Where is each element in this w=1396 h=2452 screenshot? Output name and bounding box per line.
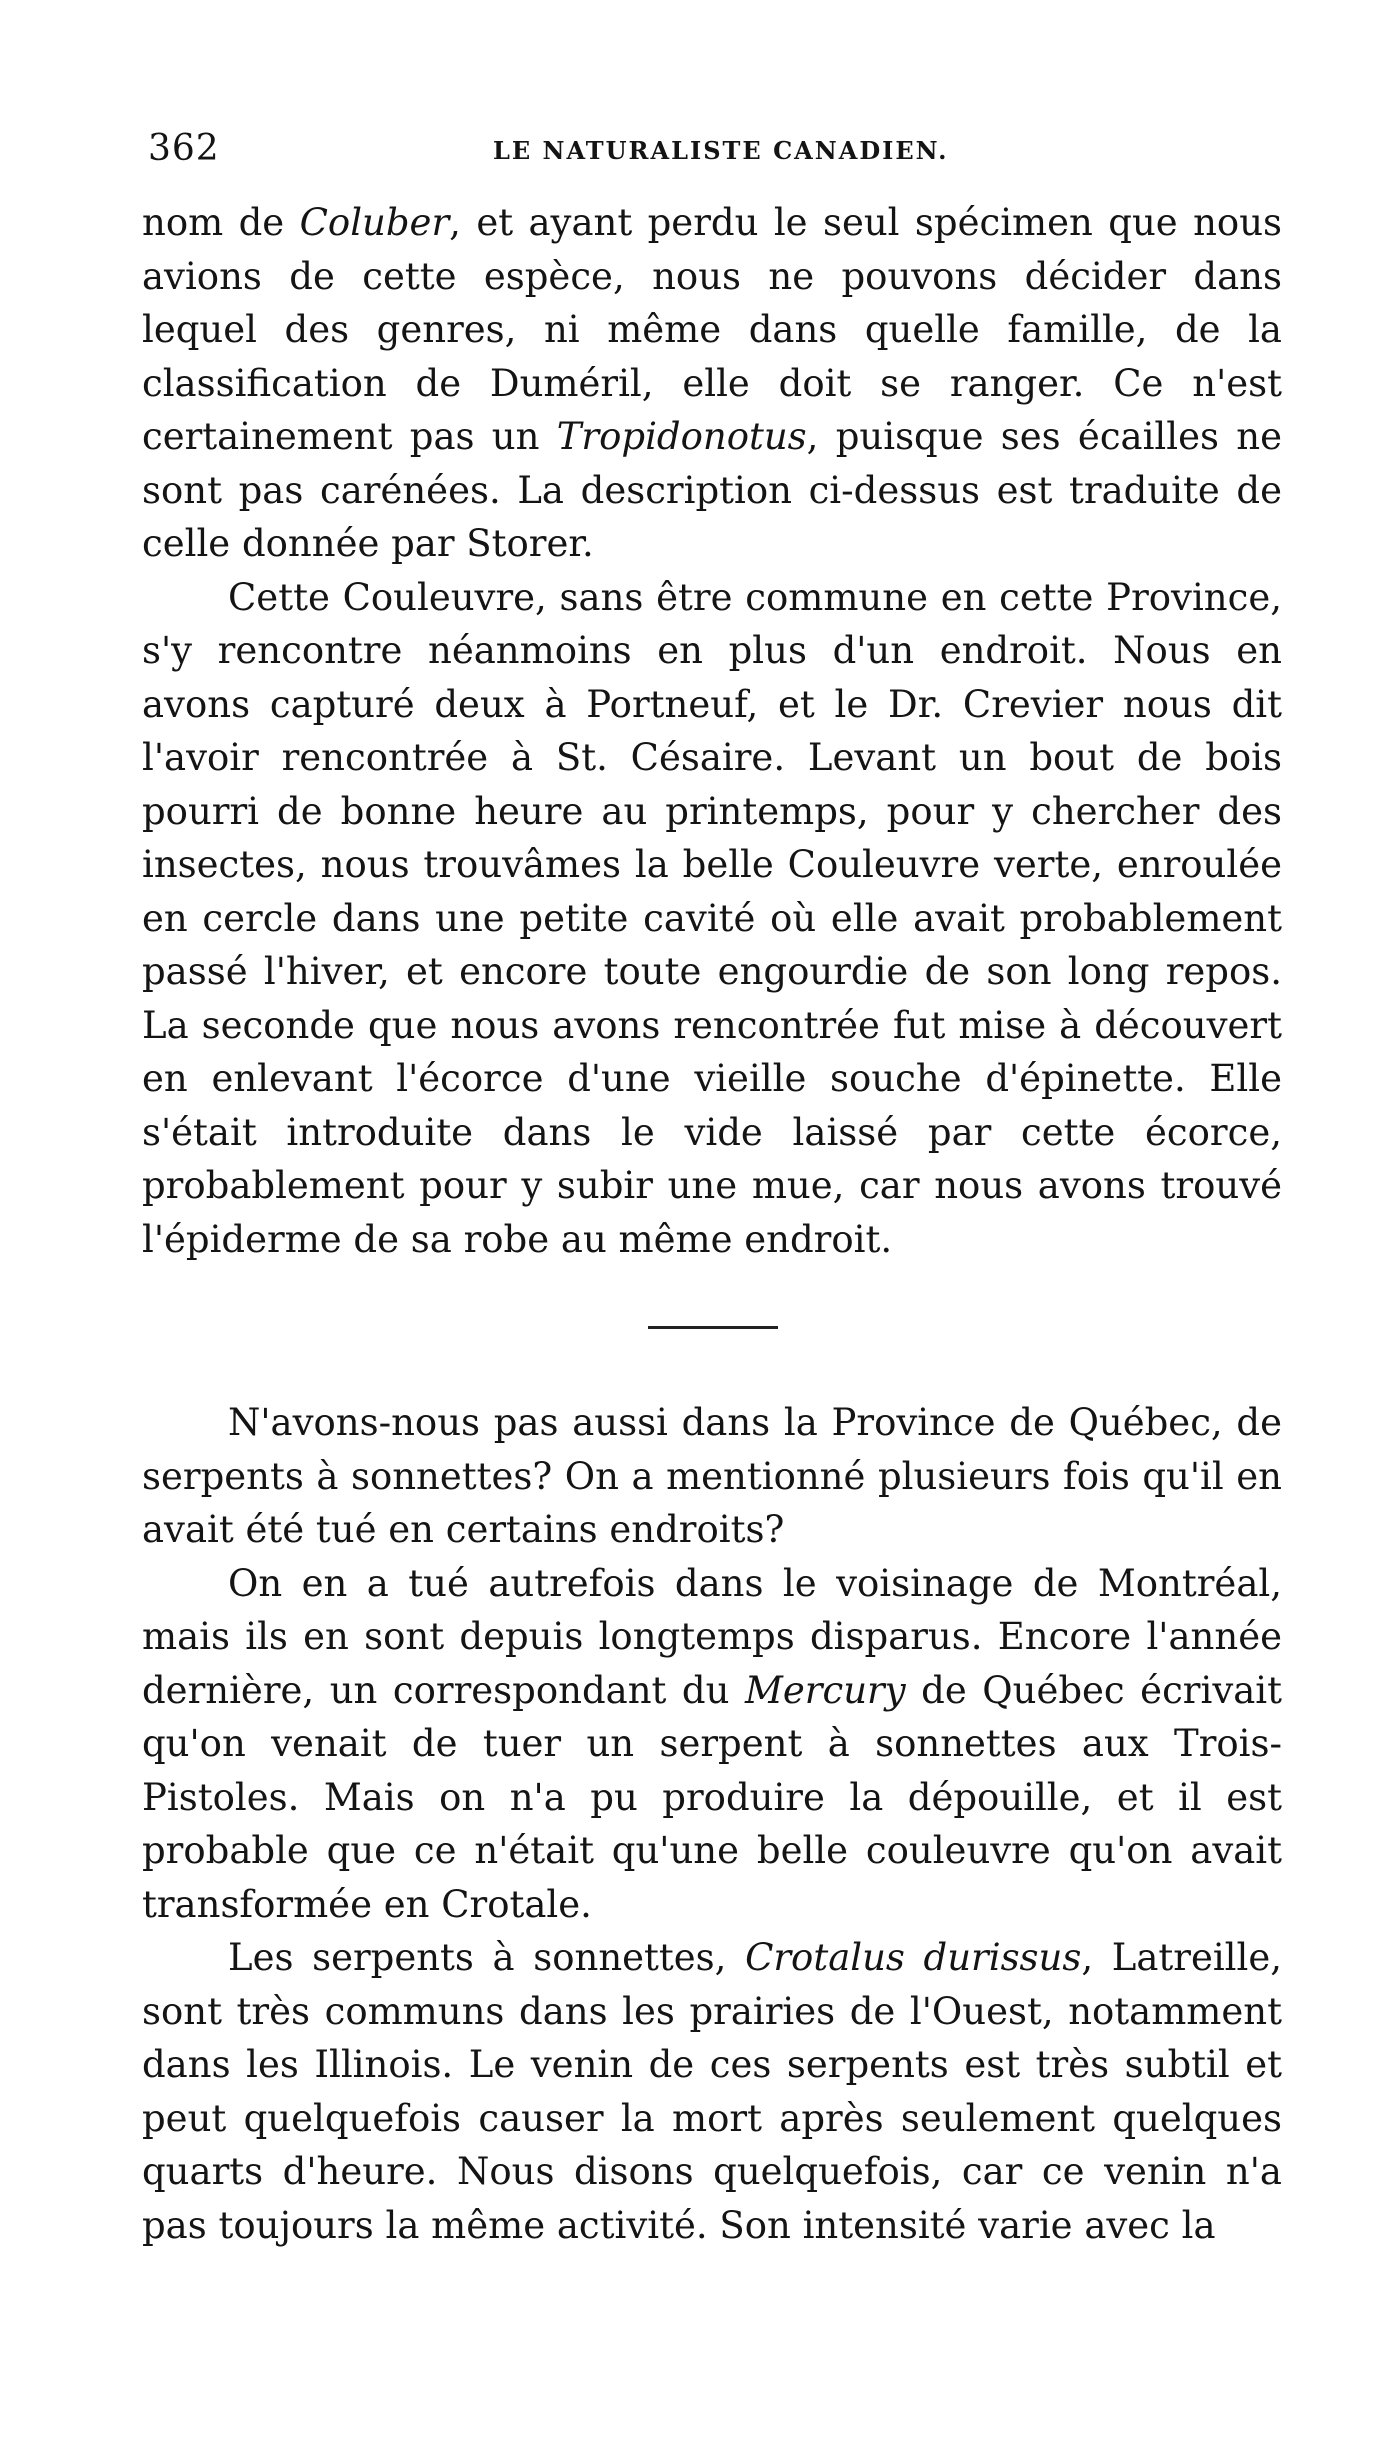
text-run: nom de bbox=[142, 201, 300, 244]
text-run: Les serpents à sonnettes, bbox=[228, 1936, 746, 1979]
paragraph-couleuvre: Cette Couleuvre, sans être commune en cette Province, s'y rencontre néanmoins en plus d'un endroit. Nous en avons capturé deux à Portneuf, et le Dr. Crevier nous dit l'avoir rencontrée à St. Césaire. Levant un bout de bois pourri de bonne heure au printemps, pour y chercher des insectes, nous trouvâmes la belle Couleuvre verte, enroulée en cercle dans une petite cavité où elle avait probablement passé l'hiver, et encore toute engourdie de son long repos. La seconde que nous avons rencontrée fut mise à découvert en enlevant l'écorce d'une vieille souche d'épinette. Elle s'était introduite dans le vide laissé par cette écorce, probablement pour y subir une mue, car nous avons trouvé l'épiderme de sa robe au même endroit. bbox=[142, 575, 1282, 1261]
running-head: LE NATURALISTE CANADIEN. bbox=[493, 136, 949, 165]
text-run: , Latreille, sont très communs dans les prairies de l'Ouest, notamment dans les Illinois. Le venin de ces serpents est très subtil et peut quelquefois causer la mort après seulement quelques quarts d'heure. Nous disons quelquefois, car ce venin n'a pas toujours la même activité. Son intensité varie avec la bbox=[142, 1936, 1282, 2247]
text-run: On en a tué autrefois dans le voisinage de Montréal, mais ils en sont depuis longtemps disparus. Encore l'année dernière, un correspondant du bbox=[142, 1561, 1282, 1712]
separator-rule bbox=[648, 1326, 778, 1329]
paragraph-montreal bbox=[142, 1557, 1282, 1932]
page-number: 362 bbox=[148, 128, 220, 169]
taxon-name: Coluber bbox=[299, 201, 450, 244]
paragraph-question: N'avons-nous pas aussi dans la Province de Québec, de serpents à sonnettes? On a mentionné plusieurs fois qu'il en avait été tué en certains endroits? bbox=[142, 1401, 1282, 1551]
taxon-name: Tropidonotus bbox=[556, 415, 807, 458]
newspaper-title: Mercury bbox=[745, 1668, 906, 1712]
paragraph-coluber bbox=[142, 196, 1282, 571]
page-header bbox=[148, 120, 1280, 180]
section-break bbox=[142, 1266, 1282, 1396]
text-run: , et ayant perdu le seul spécimen que nous avions de cette espèce, nous ne pouvons décider dans lequel des genres, ni même dans quelle famille, de la classification de Duméril, elle doit se ranger. Ce n'est certainement pas un bbox=[142, 201, 1283, 458]
text-run: , puisque ses écailles ne sont pas carénées. La description ci-dessus est traduite de celle donnée par Storer. bbox=[142, 415, 1283, 565]
text-run: de Québec écrivait qu'on venait de tuer un serpent à sonnettes aux Trois-Pistoles. Mais on n'a pu produire la dépouille, et il est probable que ce n'était qu'une belle couleuvre qu'on avait transformée en Crotale. bbox=[142, 1668, 1282, 1926]
paragraph-crotalus bbox=[142, 1931, 1282, 2252]
body-text bbox=[142, 196, 1282, 2252]
taxon-name: Crotalus durissus bbox=[745, 1936, 1082, 1979]
